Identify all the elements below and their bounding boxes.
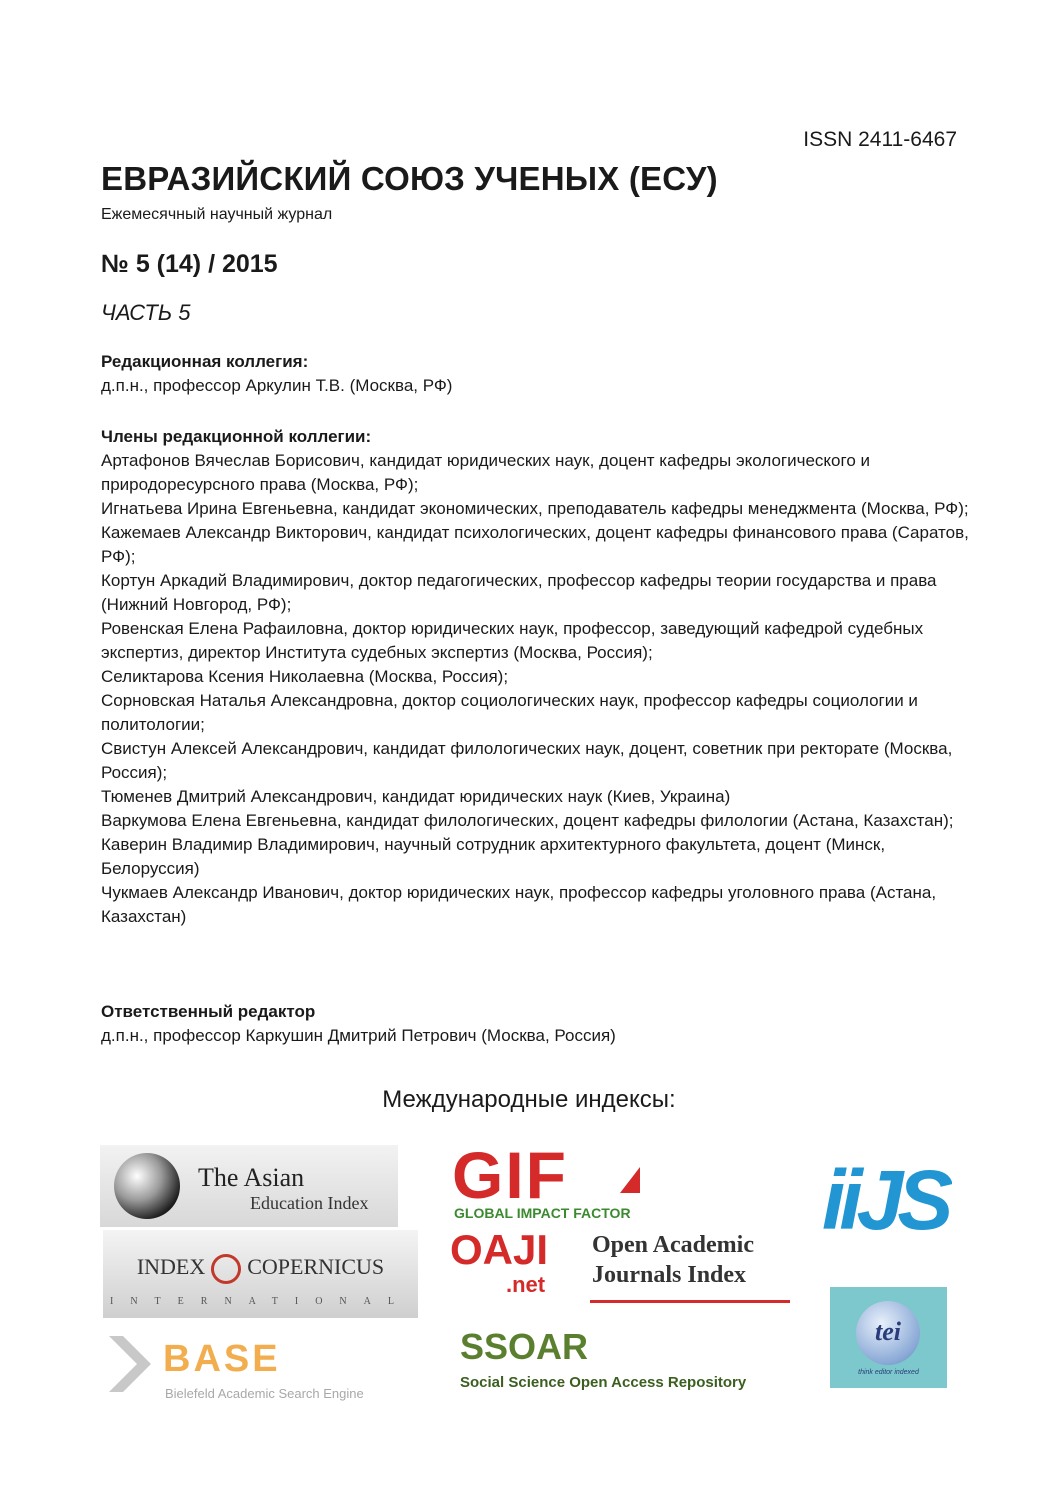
member-item: Чукмаев Александр Иванович, доктор юридических наук, профессор кафедры уголовного права (Астана, Казахстан) bbox=[101, 883, 937, 926]
issue-number: № 5 (14) / 2015 bbox=[101, 250, 278, 278]
issue-part: ЧАСТЬ 5 bbox=[101, 300, 191, 325]
member-item: Селиктарова Ксения Николаевна (Москва, Россия); bbox=[101, 667, 509, 686]
oaji-underline bbox=[590, 1300, 790, 1303]
gif-arrow-icon bbox=[620, 1167, 642, 1193]
oaji-title bbox=[588, 1232, 793, 1308]
oaji-logo bbox=[450, 1232, 560, 1308]
ssoar-logo bbox=[458, 1328, 758, 1398]
ssoar-word: SSOAR bbox=[460, 1328, 589, 1367]
copernicus-main bbox=[103, 1254, 418, 1284]
iijs-logo bbox=[822, 1160, 952, 1250]
gif-word: GIF bbox=[452, 1145, 568, 1212]
index-copernicus-logo bbox=[103, 1230, 418, 1318]
iijs-word: iiJS bbox=[822, 1160, 948, 1247]
oaji-line1: Open Academic bbox=[592, 1232, 754, 1258]
asian-logo-line2: Education Index bbox=[250, 1193, 369, 1213]
copernicus-emblem-icon bbox=[211, 1254, 241, 1284]
board-members-heading: Члены редакционной коллегии: bbox=[101, 427, 372, 446]
base-sub: Bielefeld Academic Search Engine bbox=[165, 1386, 364, 1401]
gif-sub: GLOBAL IMPACT FACTOR bbox=[454, 1205, 631, 1221]
member-item: Ровенская Елена Рафаиловна, доктор юридических наук, профессор, заведующий кафедрой судебных экспертиз, директор Института судебных экспертиз (Москва, Россия); bbox=[101, 619, 924, 662]
member-item: Варкумова Елена Евгеньевна, кандидат филологических, доцент кафедры филологии (Астана, Казахстан); bbox=[101, 811, 954, 830]
asian-logo-line1: The Asian bbox=[198, 1163, 305, 1192]
managing-editor bbox=[101, 1000, 971, 1048]
gif-logo bbox=[452, 1145, 702, 1225]
managing-editor-name: д.п.н., профессор Каркушин Дмитрий Петрович (Москва, Россия) bbox=[101, 1026, 616, 1045]
oaji-line2: Journals Index bbox=[592, 1262, 747, 1288]
base-word: BASE bbox=[163, 1338, 281, 1380]
tei-sub: think editor indexed bbox=[858, 1369, 919, 1376]
issn: ISSN 2411-6467 bbox=[803, 128, 957, 151]
base-chevron-icon bbox=[107, 1334, 157, 1394]
indexes-title: Международные индексы: bbox=[382, 1086, 676, 1113]
journal-title: ЕВРАЗИЙСКИЙ СОЮЗ УЧЕНЫХ (ЕСУ) bbox=[101, 160, 718, 197]
copernicus-sub: INTERNATIONAL bbox=[110, 1296, 411, 1307]
editorial-board bbox=[101, 350, 971, 398]
member-item: Артафонов Вячеслав Борисович, кандидат юридических наук, доцент кафедры экологического и природоресурсного права (Москва, РФ); bbox=[101, 451, 871, 494]
member-item: Сорновская Наталья Александровна, доктор социологических наук, профессор кафедры социологии и политологии; bbox=[101, 691, 918, 734]
member-item: Игнатьева Ирина Евгеньевна, кандидат экономических, преподаватель кафедры менеджмента (Москва, РФ); bbox=[101, 499, 969, 518]
managing-editor-heading: Ответственный редактор bbox=[101, 1002, 316, 1021]
oaji-word: OAJI bbox=[450, 1232, 549, 1273]
member-item: Каверин Владимир Владимирович, научный сотрудник архитектурного факультета, доцент (Минск, Белоруссия) bbox=[101, 835, 886, 878]
editorial-board-chief: д.п.н., профессор Аркулин Т.В. (Москва, РФ) bbox=[101, 376, 453, 395]
tei-logo bbox=[830, 1287, 947, 1388]
copernicus-left: INDEX bbox=[136, 1254, 206, 1280]
member-item: Свистун Алексей Александрович, кандидат филологических наук, доцент, советник при ректорате (Москва, Россия); bbox=[101, 739, 953, 782]
editorial-board-heading: Редакционная коллегия: bbox=[101, 352, 309, 371]
tei-word: tei bbox=[875, 1317, 901, 1346]
copernicus-right: COPERNICUS bbox=[247, 1254, 385, 1280]
ssoar-sub: Social Science Open Access Repository bbox=[460, 1374, 747, 1391]
globe-icon bbox=[114, 1153, 180, 1219]
journal-subtitle: Ежемесячный научный журнал bbox=[101, 206, 333, 223]
oaji-net: .net bbox=[506, 1272, 546, 1297]
member-item: Кортун Аркадий Владимирович, доктор педагогических, профессор кафедры теории государства и права (Нижний Новгород, РФ); bbox=[101, 571, 937, 614]
member-item: Тюменев Дмитрий Александрович, кандидат юридических наук (Киев, Украина) bbox=[101, 787, 731, 806]
member-item: Кажемаев Александр Викторович, кандидат психологических, доцент кафедры финансового права (Саратов, РФ); bbox=[101, 523, 969, 566]
board-members bbox=[101, 425, 971, 929]
asian-education-index-logo bbox=[100, 1145, 398, 1227]
base-logo bbox=[103, 1328, 403, 1408]
